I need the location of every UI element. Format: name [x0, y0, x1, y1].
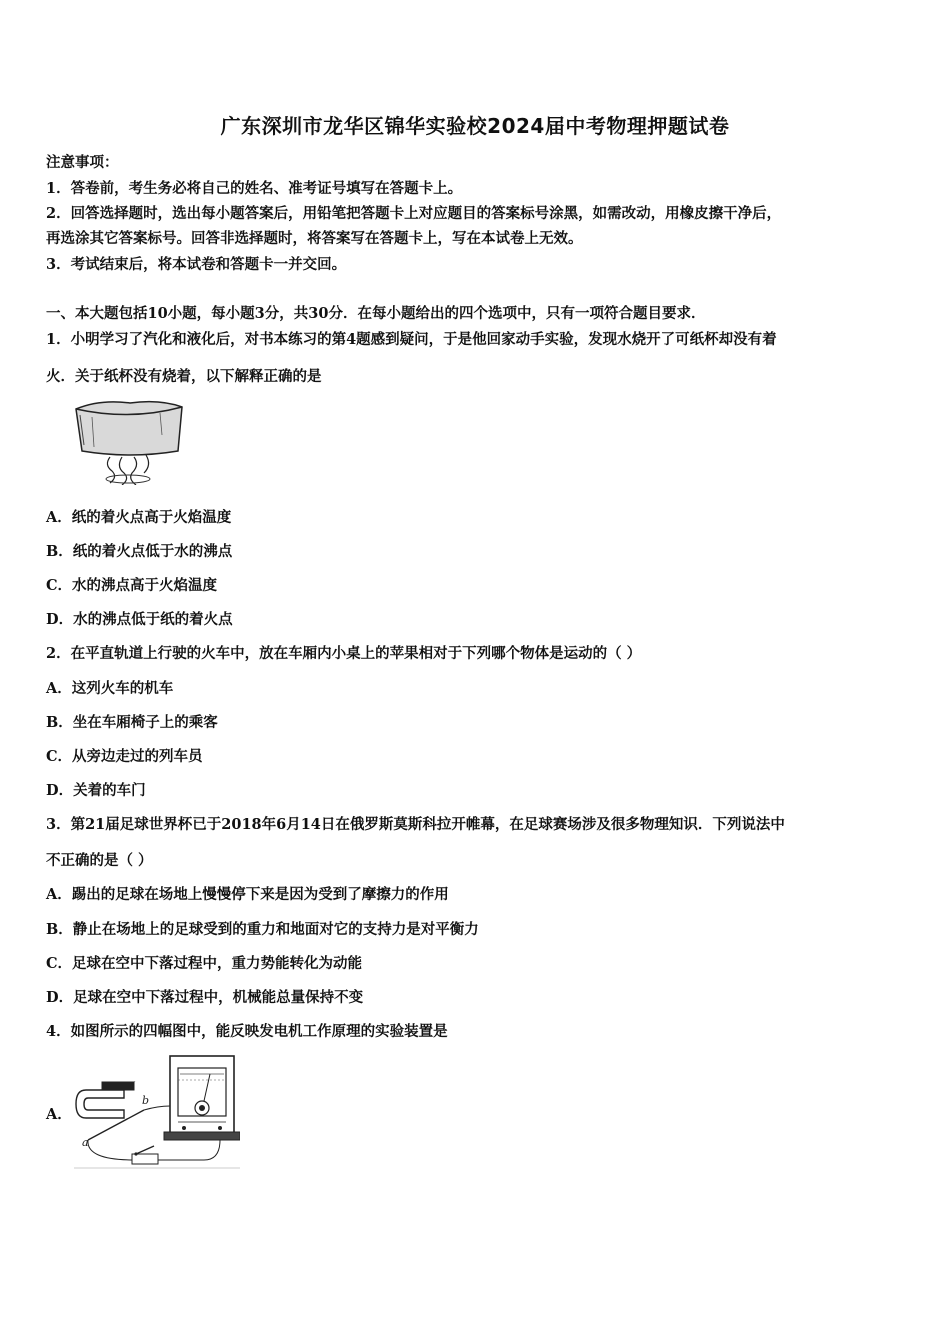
page-title: 广东深圳市龙华区锦华实验校2024届中考物理押题试卷: [220, 114, 730, 138]
q4-option-a-label: A．: [46, 1106, 72, 1123]
q2-option-c: C．从旁边走过的列车员: [46, 748, 203, 765]
q1-option-b: B．纸的着火点低于水的沸点: [46, 543, 233, 560]
q1-stem-line2: 火．关于纸杯没有烧着，以下解释正确的是: [46, 368, 322, 385]
q1-option-a: A．纸的着火点高于火焰温度: [46, 509, 232, 526]
notice-item-2-cont: 再选涂其它答案标号。回答非选择题时，将答案写在答题卡上，写在本试卷上无效。: [46, 230, 583, 247]
generator-apparatus-figure: [74, 1052, 240, 1170]
label-a: a: [82, 1136, 89, 1149]
section-heading: 一、本大题包括10小题，每小题3分，共30分．在每小题给出的四个选项中，只有一项符合题目要求．: [46, 305, 706, 322]
label-b: b: [142, 1094, 150, 1107]
q3-option-a: A．踢出的足球在场地上慢慢停下来是因为受到了摩擦力的作用: [46, 886, 449, 903]
q3-option-b: B．静止在场地上的足球受到的重力和地面对它的支持力是对平衡力: [46, 921, 479, 938]
q3-stem-line2: 不正确的是（ ）: [46, 852, 153, 869]
q3-option-d: D．足球在空中下落过程中，机械能总量保持不变: [46, 989, 364, 1006]
q2-stem: 2．在平直轨道上行驶的火车中，放在车厢内小桌上的苹果相对于下列哪个物体是运动的（ ）: [46, 645, 642, 662]
q1-stem-line1: 1．小明学习了汽化和液化后，对书本练习的第4题感到疑问，于是他回家动手实验，发现水烧开了可纸杯却没有着: [46, 331, 777, 348]
q1-option-c: C．水的沸点高于火焰温度: [46, 577, 218, 594]
q4-stem: 4．如图所示的四幅图中，能反映发电机工作原理的实验装置是: [46, 1023, 448, 1040]
q1-option-d: D．水的沸点低于纸的着火点: [46, 611, 233, 628]
notice-item-3: 3．考试结束后，将本试卷和答题卡一并交回。: [46, 256, 347, 273]
q2-option-a: A．这列火车的机车: [46, 680, 174, 697]
q3-option-c: C．足球在空中下落过程中，重力势能转化为动能: [46, 955, 363, 972]
q2-option-b: B．坐在车厢椅子上的乘客: [46, 714, 218, 731]
q3-stem-line1: 3．第21届足球世界杯已于2018年6月14日在俄罗斯莫斯科拉开帷幕，在足球赛场涉及很多物理知识．下列说法中: [46, 816, 785, 833]
paper-cup-figure: [70, 395, 190, 485]
notice-item-2: 2．回答选择题时，选出每小题答案后，用铅笔把答题卡上对应题目的答案标号涂黑，如需改动，用橡皮擦干净后，: [46, 205, 782, 222]
notice-item-1: 1．答卷前，考生务必将自己的姓名、准考证号填写在答题卡上。: [46, 180, 463, 197]
notice-heading: 注意事项：: [46, 154, 119, 171]
q2-option-d: D．关着的车门: [46, 782, 146, 799]
